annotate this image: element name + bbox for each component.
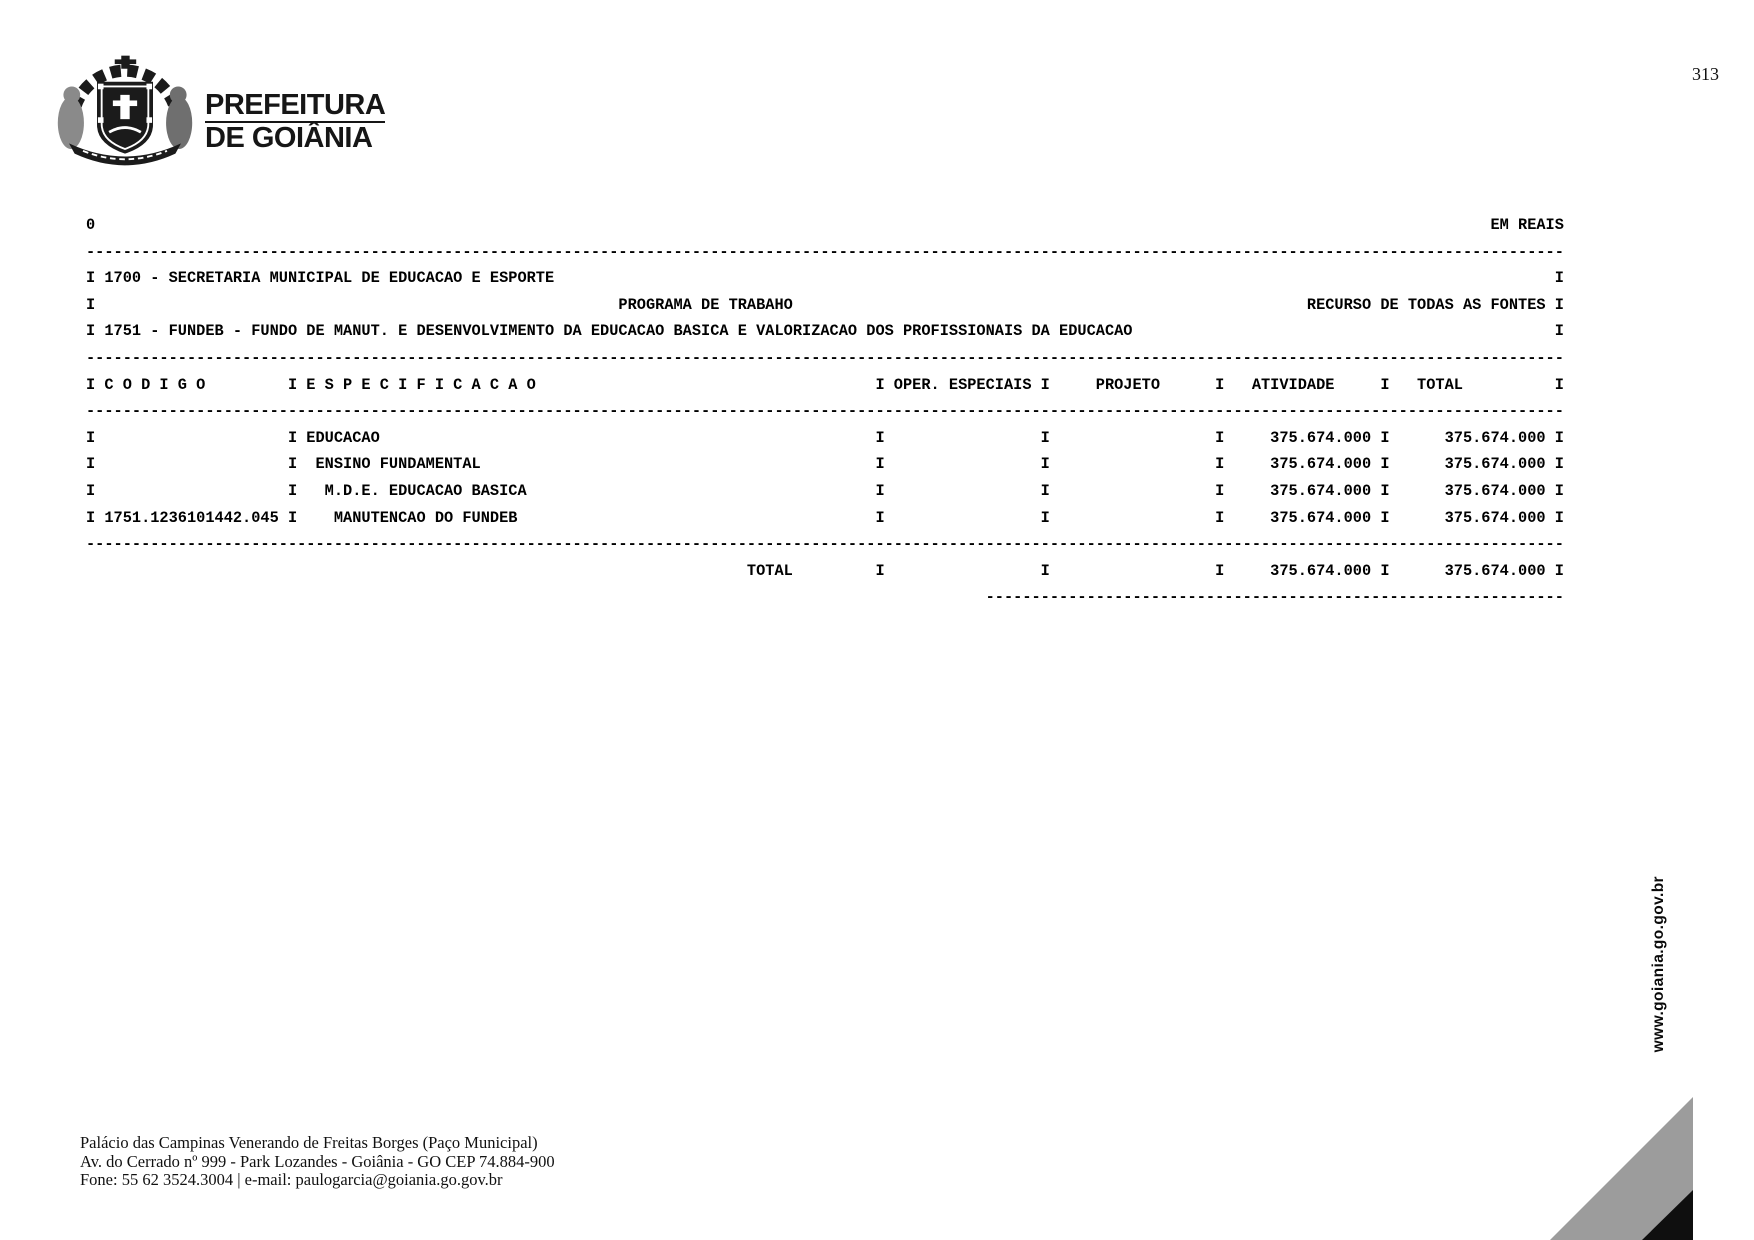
report-separator-1: ----------------------------------------------------------------------------------------------------------------------------------------------------------------- [86, 242, 1564, 261]
logo-line-1: PREFEITURA [205, 89, 386, 121]
report-row-total: TOTAL I I I 375.674.000 I 375.674.000 I [86, 561, 1564, 580]
prefeitura-logo [55, 50, 385, 180]
footer-address-line-1: Palácio das Campinas Venerando de Freitas Borges (Paço Municipal) [80, 1133, 538, 1152]
report-separator-4: ----------------------------------------------------------------------------------------------------------------------------------------------------------------- [86, 535, 1564, 554]
report-currency-line: 0 EM REAIS [86, 216, 1564, 234]
footer-address-line-3: Fone: 55 62 3524.3004 | e-mail: paulogarcia@goiania.go.gov.br [80, 1170, 503, 1189]
logo-line-2: DE GOIÂNIA [205, 122, 373, 154]
budget-report [86, 212, 1564, 611]
report-programa-line: I PROGRAMA DE TRABAHO RECURSO DE TODAS AS FONTES I [86, 295, 1564, 314]
footer-address-line-2: Av. do Cerrado nº 999 - Park Lozandes - Goiânia - GO CEP 74.884-900 [80, 1151, 555, 1171]
report-unidade-line: I 1751 - FUNDEB - FUNDO DE MANUT. E DESENVOLVIMENTO DA EDUCACAO BASICA E VALORIZACAO DOS PROFISSIONAIS DA EDUCACAO I [86, 322, 1564, 341]
footer-address [80, 1134, 555, 1190]
report-row-mde-educacao-basica: I I M.D.E. EDUCACAO BASICA I I I 375.674.000 I 375.674.000 I [86, 481, 1564, 500]
report-separator-3: ----------------------------------------------------------------------------------------------------------------------------------------------------------------- [86, 402, 1564, 421]
report-separator-2: ----------------------------------------------------------------------------------------------------------------------------------------------------------------- [86, 348, 1564, 367]
corner-decoration [1540, 1090, 1754, 1240]
report-row-manutencao-fundeb: I 1751.1236101442.045 I MANUTENCAO DO FUNDEB I I I 375.674.000 I 375.674.000 I [86, 508, 1564, 527]
report-row-ensino-fundamental: I I ENSINO FUNDAMENTAL I I I 375.674.000 I 375.674.000 I [86, 455, 1564, 474]
logo-wordmark [205, 90, 385, 153]
report-column-headers: I C O D I G O I E S P E C I F I C A C A O I OPER. ESPECIAIS I PROJETO I ATIVIDADE I TOTAL I [86, 375, 1564, 394]
report-orgao-line: I 1700 - SECRETARIA MUNICIPAL DE EDUCACAO E ESPORTE I [86, 269, 1564, 288]
report-total-underline: --------------------------------------------------------------- [86, 588, 1564, 607]
page-number: 313 [1692, 64, 1719, 84]
report-row-educacao: I I EDUCACAO I I I 375.674.000 I 375.674.000 I [86, 428, 1564, 447]
coat-of-arms-icon [55, 52, 195, 176]
website-url-vertical: www.goiania.go.gov.br [1650, 876, 1667, 1053]
